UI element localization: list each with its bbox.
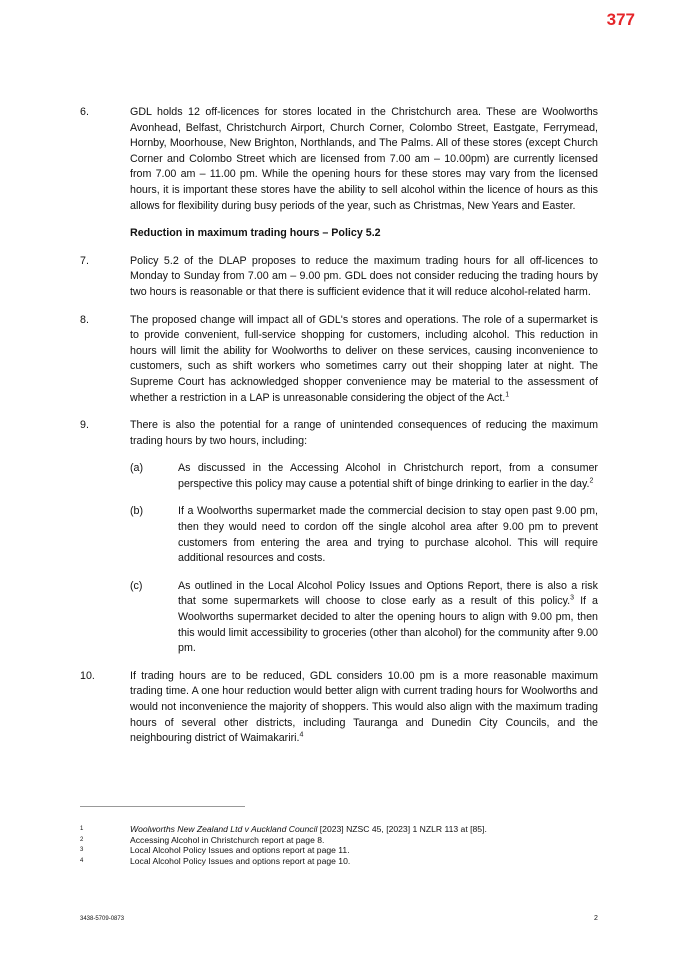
- sub-item-text-cont: If a Woolworths supermarket decided to alter the opening hours to align with 9.00 pm, then this would limit accessibility to groceries (other than alcohol) for the community after 9.00 pm.: [178, 595, 598, 655]
- sub-item-text: As outlined in the Local Alcohol Policy Issues and Options Report, there is also a risk that some supermarkets will choose to close early as a result of this policy.: [178, 579, 598, 608]
- footnotes: [80, 824, 598, 866]
- paragraph-text-wrap: [130, 669, 598, 747]
- paragraph-text: There is also the potential for a range of unintended consequences of reducing the maximum trading hours by two hours, including:: [130, 419, 598, 447]
- footnote-text: Local Alcohol Policy Issues and options report at page 11.: [130, 845, 350, 856]
- footnote-4: [80, 856, 598, 867]
- footnote-separator: [80, 806, 245, 807]
- footnote-text-wrap: [130, 824, 598, 835]
- footnote-ref[interactable]: 2: [589, 477, 594, 485]
- paragraph-number: 8.: [80, 313, 89, 326]
- sub-item-a: [130, 461, 598, 492]
- paragraph-text: GDL holds 12 off-licences for stores located in the Christchurch area. These are Woolworths Avonhead, Belfast, Christchurch Airport, Church Corner, Colombo Street, Eastgate, Ferrymead, Hornby, Moorhouse, New Brighton, Northlands, and The Palms. All of these stores (except Church Corner and Colombo Street which are licensed from 7.00 am – 10.00pm) are currently licensed from 7.00 am – 11.00 pm. While the opening hours for these stores may vary from the licensed hours, it is important these stores have the ability to sell alcohol within the licence of hours as this allows for flexibility during busy periods of the year, such as Christmas, New Years and Easter.: [130, 106, 598, 212]
- footnote-3: [80, 845, 598, 856]
- sub-item-letter: (c): [130, 579, 143, 592]
- sub-item-list: [130, 461, 598, 657]
- footnote-text: [2023] NZSC 45, [2023] 1 NZLR 113 at [85].: [317, 824, 487, 834]
- paragraph-9: [80, 418, 598, 449]
- paragraph-text: The proposed change will impact all of GDL's stores and operations. The role of a supermarket is to provide convenient, full-service shopping for customers, including alcohol. This reduction in hours will limit the ability for Woolworths to deliver on these services, causing inconvenience to customers, such as shift workers who sometimes carry out their shopping later at night. The Supreme Court has acknowledged shopper convenience may be material to the assessment of whether a restriction in a LAP is unreasonable considering the object of the Act.: [130, 313, 598, 404]
- paragraph-text: If trading hours are to be reduced, GDL considers 10.00 pm is a more reasonable maximum trading time. A one hour reduction would better align with current trading hours for Woolworths and would not inconvenience the majority of shoppers. This would also align with the maximum trading hours of several other districts, including Tauranga and Dunedin City Councils, and the neighbouring district of Waimakariri.: [130, 669, 598, 745]
- document-body: [80, 105, 598, 759]
- footnote-number: 2: [80, 836, 84, 843]
- document-reference: 3438-5709-0873: [80, 916, 125, 922]
- paragraph-number: 6.: [80, 106, 89, 118]
- footnote-number: 3: [80, 847, 84, 854]
- paragraph-10: [80, 669, 598, 747]
- paragraph-number: 7.: [80, 254, 89, 267]
- footnote-2: [80, 835, 598, 846]
- paragraph-number: 10.: [80, 669, 95, 682]
- case-citation: Woolworths New Zealand Ltd v Auckland Council: [130, 824, 318, 834]
- sub-item-text-wrap: [178, 579, 598, 657]
- footnote-ref[interactable]: 1: [505, 390, 510, 398]
- paragraph-7: [80, 254, 598, 301]
- sub-item-b: [130, 504, 598, 566]
- sub-item-text-wrap: [178, 461, 598, 492]
- page-number-top: 377: [606, 10, 635, 29]
- footnote-text: Local Alcohol Policy Issues and options report at page 10.: [130, 855, 351, 866]
- paragraph-number: 9.: [80, 419, 89, 432]
- sub-item-letter: (b): [130, 505, 144, 518]
- paragraph-text: Policy 5.2 of the DLAP proposes to reduce the maximum trading hours for all off-licences to Monday to Sunday from 7.00 am – 9.00 pm. GDL does not consider reducing the trading hours by two hours is reasonable or that there is sufficient evidence that it will reduce alcohol-related harm.: [130, 254, 598, 298]
- page-number-footer: 2: [594, 915, 598, 922]
- footnote-ref[interactable]: 3: [570, 594, 575, 602]
- footnote-number: 1: [80, 826, 84, 832]
- sub-item-letter: (a): [130, 462, 144, 475]
- footnote-number: 4: [80, 857, 84, 864]
- sub-item-text: If a Woolworths supermarket made the commercial decision to stay open past 9.00 pm, then they would need to cordon off the single alcohol area after 9.00 pm to prevent customers from entering the area and trying to purchase alcohol. This will require additional resources and costs.: [178, 505, 598, 565]
- sub-item-text: As discussed in the Accessing Alcohol in Christchurch report, from a consumer perspective this policy may cause a potential shift of binge drinking to earlier in the day.: [178, 462, 598, 490]
- footnote-text: Accessing Alcohol in Christchurch report at page 8.: [130, 834, 325, 845]
- sub-item-c: [130, 579, 598, 657]
- footnote-ref[interactable]: 4: [299, 731, 304, 739]
- footnote-1: [80, 824, 598, 835]
- paragraph-8: [80, 313, 598, 407]
- paragraph-text-wrap: [130, 313, 598, 407]
- section-heading: Reduction in maximum trading hours – Policy 5.2: [130, 227, 381, 240]
- paragraph-6: [80, 105, 598, 214]
